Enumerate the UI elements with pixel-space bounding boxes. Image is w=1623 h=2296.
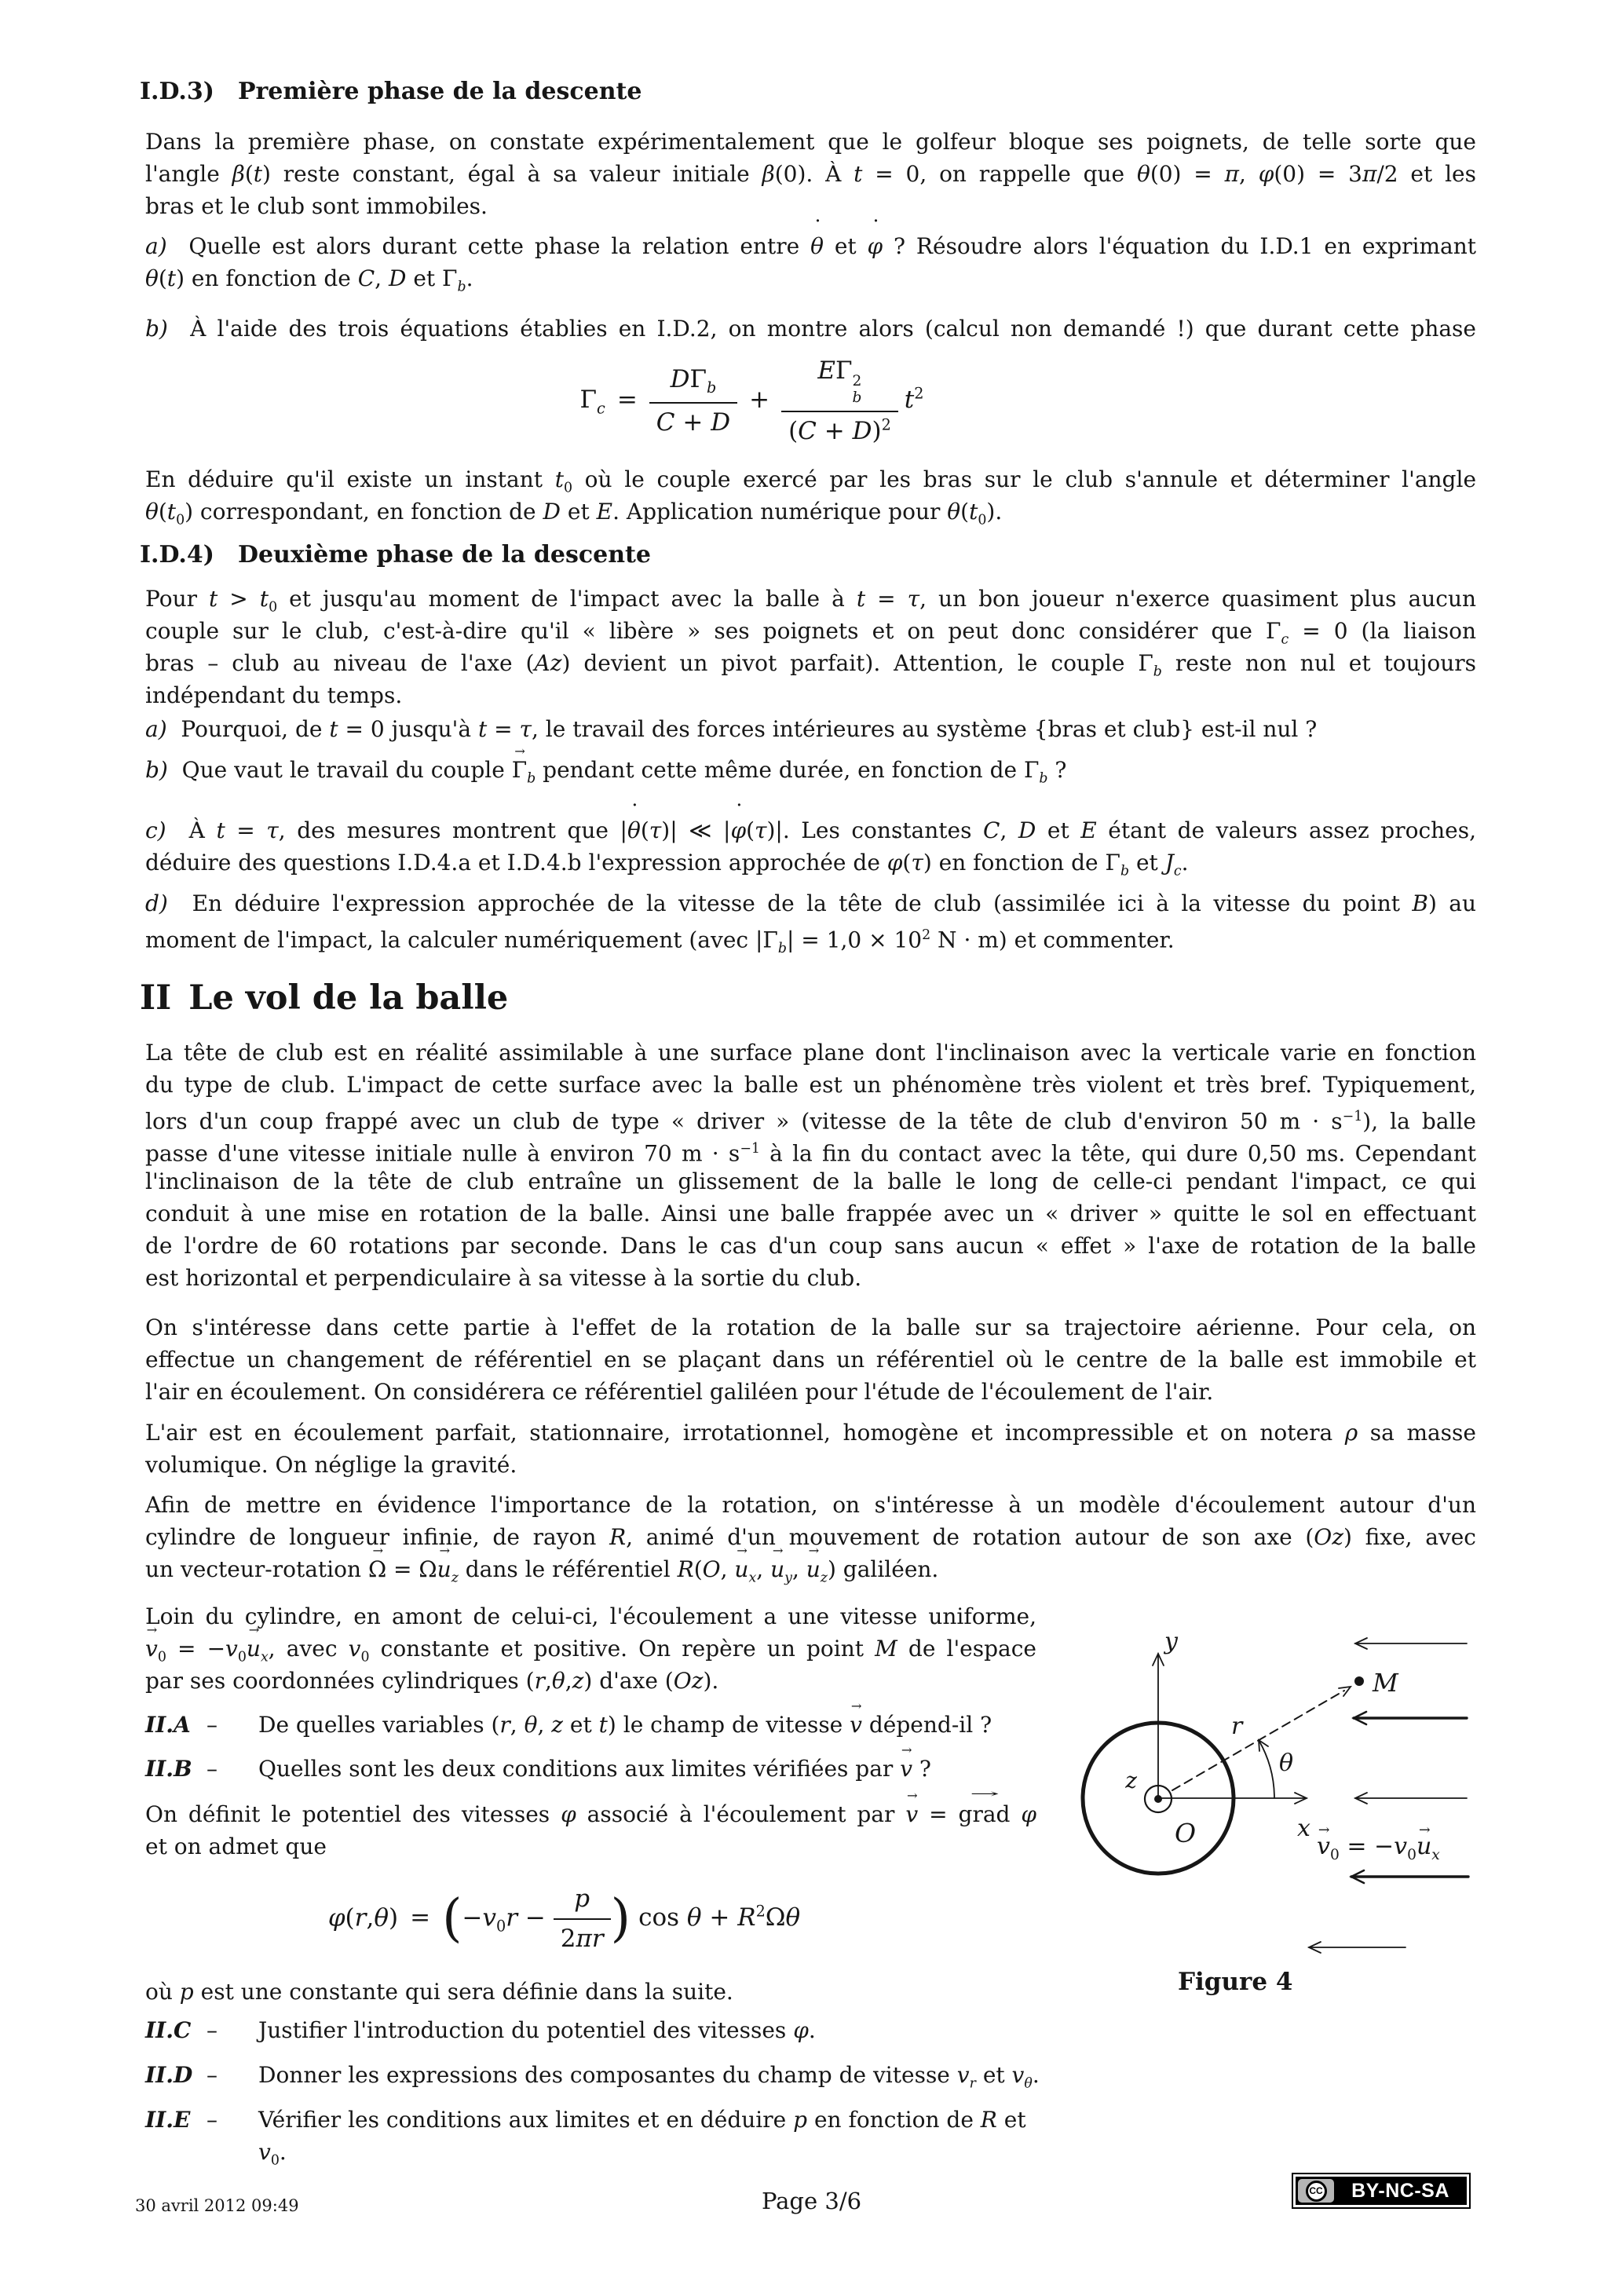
paragraph-potentiel: On définit le potentiel des vitesses φ associé à l'écoulement par v → = grad → φ et on admet que bbox=[145, 1798, 1036, 1863]
part-heading-ii bbox=[140, 980, 508, 1017]
radius-label: r bbox=[1231, 1713, 1243, 1740]
paragraph-ou-p: où p est une constante qui sera définie dans la suite. bbox=[145, 1979, 733, 2005]
question-iid bbox=[145, 2059, 1056, 2100]
z-axis-label: z bbox=[1125, 1768, 1137, 1793]
equation-gamma-c bbox=[145, 355, 1476, 447]
question-iia bbox=[145, 1709, 1056, 1741]
y-axis-label: y bbox=[1164, 1628, 1178, 1655]
theta-arc bbox=[1259, 1740, 1274, 1798]
figure-4-diagram bbox=[1064, 1618, 1472, 1971]
section-heading-id4 bbox=[140, 542, 651, 569]
section-number: I.D.4) bbox=[140, 541, 214, 569]
item-c-phase2: c) À t = τ, des mesures montrent que |θ ˙(τ)| ≪ |φ ˙(τ)|. Les constantes C, D et E étant de valeurs assez proches, déduire des questions I.D.4.a et I.D.4.b l'expression approchée de φ ˙(τ) en fonction de $\Gamma_b$ et $J_c$. bbox=[145, 814, 1476, 879]
question-label: II.A bbox=[145, 1712, 191, 1738]
equation-potentiel bbox=[145, 1883, 1036, 1955]
part-number: II bbox=[140, 978, 172, 1018]
question-dash: – bbox=[207, 1712, 217, 1738]
question-text: De quelles variables (r, θ, z et t) le champ de vitesse v → dépend-il ? bbox=[258, 1709, 1056, 1741]
radius-arrowhead bbox=[1339, 1687, 1351, 1696]
x-axis-label: x bbox=[1297, 1815, 1310, 1842]
question-label: II.B bbox=[145, 1756, 192, 1782]
section-title: Deuxième phase de la descente bbox=[237, 541, 651, 569]
question-dash: – bbox=[207, 2107, 217, 2133]
cc-license-badge-inner bbox=[1296, 2177, 1467, 2205]
theta-label: θ bbox=[1279, 1749, 1294, 1777]
equation-potentiel-content: $\varphi(r,\theta) = (-v_0r$ − $\frac{p}{2\pi r}$ ) $\cos \theta + R^2\Omega\theta$ bbox=[328, 1883, 800, 1955]
question-iic bbox=[145, 2014, 1056, 2046]
flow-velocity-label: $v \to_0 = -v_0u \to_x$ bbox=[1317, 1833, 1440, 1863]
question-iie bbox=[145, 2104, 1056, 2177]
paragraph-air: L'air est en écoulement parfait, stationnaire, irrotationnel, homogène et incompressible et on notera ρ sa masse volumique. On néglige la gravité. bbox=[145, 1420, 1476, 1478]
item-d-phase2: d) En déduire l'expression approchée de la vitesse de la tête de club (assimilée ici à la vitesse du point B) au moment de l'impact, la calculer numériquement (avec $|\Gamma_b| = 1,0 \times 10^2$ N · m) et commenter. bbox=[145, 890, 1476, 956]
question-dash: – bbox=[207, 2062, 217, 2088]
item-a-phase1: a) Quelle est alors durant cette phase la relation entre θ ˙ et φ ˙ ? Résoudre alors l'équation du I.D.1 en exprimant θ(t) en fonction de C, D et $\Gamma_b$. bbox=[145, 230, 1476, 294]
question-text: Justifier l'introduction du potentiel des vitesses φ. bbox=[258, 2017, 816, 2043]
z-axis-dot bbox=[1154, 1795, 1162, 1803]
item-a-phase2: a) Pourquoi, de t = 0 jusqu'à t = τ, le travail des forces intérieures au système {bras et club} est-il nul ? bbox=[145, 716, 1318, 742]
footer-page-number: Page 3/6 bbox=[761, 2188, 862, 2214]
origin-label: O bbox=[1175, 1818, 1197, 1848]
cc-logo-icon: CC bbox=[1306, 2181, 1327, 2202]
paragraph-intro-phase1: Dans la première phase, on constate expérimentalement que le golfeur bloque ses poignets, de telle sorte que l'angle β(t) reste constant, égal à sa valeur initiale β(0). À t = 0, on rappelle que θ(0) = π, φ(0) = 3π/2 et les bras et le club sont immobiles. bbox=[145, 129, 1476, 219]
footer-datetime: 30 avril 2012 09:49 bbox=[135, 2196, 299, 2215]
question-iib bbox=[145, 1753, 1056, 1785]
cc-logo-tile bbox=[1298, 2179, 1334, 2203]
part-title: Le vol de la balle bbox=[188, 978, 509, 1018]
question-label: II.D bbox=[145, 2062, 193, 2088]
question-label: II.C bbox=[145, 2017, 192, 2043]
question-text: Donner les expressions des composantes du champ de vitesse $v_r$ et $v_\theta$. bbox=[258, 2062, 1040, 2092]
item-b-phase1: b) À l'aide des trois équations établies en I.D.2, on montre alors (calcul non demandé !) que durant cette phase bbox=[145, 316, 1476, 342]
section-title: Première phase de la descente bbox=[237, 78, 642, 105]
item-b-phase2: b) Que vaut le travail du couple $\Gamma \to_b$ pendant cette même durée, en fonction de $\Gamma_b$ ? bbox=[145, 754, 1476, 786]
point-m-label: M bbox=[1373, 1668, 1398, 1698]
section-heading-id3 bbox=[140, 79, 642, 106]
cc-license-terms: BY-NC-SA bbox=[1351, 2179, 1449, 2202]
paragraph-instant-t0: En déduire qu'il existe un instant $t_0$ où le couple exercé par les bras sur le club s'annule et déterminer l'angle $\theta(t_0)$ correspondant, en fonction de D et E. Application numérique pour $\theta(t_0)$. bbox=[145, 466, 1477, 528]
figure-caption: Figure 4 bbox=[1178, 1968, 1293, 1996]
paragraph-club-head: La tête de club est en réalité assimilable à une surface plane dont l'inclinaison avec la verticale varie en fonction du type de club. L'impact de cette surface avec la balle est un phénomène très violent et très bref. Typiquement, lors d'un coup frappé avec un club de type « driver » (vitesse de la tête de club d'environ 50 $m \cdot s^{-1}$), la balle passe d'une vitesse initiale nulle à environ 70 $m \cdot s^{-1}$ à la fin du contact avec la tête, qui dure 0,50 ms. Cependant l'inclinaison de la tête de club entraîne un glissement de la balle le long de celle-ci pendant l'impact, ce qui conduit à une mise en rotation de la balle. Ainsi une balle frappée avec un « driver » quitte le sol en effectuant de l'ordre de 60 rotations par seconde. Dans le cas d'un coup sans aucun « effet » l'axe de rotation de la balle est horizontal et perpendiculaire à sa vitesse à la sortie du club. bbox=[145, 1040, 1477, 1291]
question-text: Vérifier les conditions aux limites et en déduire p en fonction de R et $v_0$. bbox=[258, 2107, 1026, 2169]
cc-license-badge bbox=[1292, 2173, 1471, 2209]
paragraph-referentiel: On s'intéresse dans cette partie à l'effet de la rotation de la balle sur sa trajectoire aérienne. Pour cela, on effectue un changement de référentiel en se plaçant dans un référentiel où le centre de la balle est immobile et l'air en écoulement. On considérera ce référentiel galiléen pour l'étude de l'écoulement de l'air. bbox=[145, 1314, 1476, 1405]
point-m-dot bbox=[1354, 1676, 1364, 1686]
paragraph-modele-cylindre: Afin de mettre en évidence l'importance de la rotation, on s'intéresse à un modèle d'écoulement autour d'un cylindre de longueur infinie, de rayon R, animé d'un mouvement de rotation autour de son axe (Oz) fixe, avec un vecteur-rotation Ω → = $\Omega u \to_z$ dans le référentiel R(O, $u \to_x$, $u \to_y$, $u \to_z$) galiléen. bbox=[145, 1489, 1476, 1585]
question-dash: – bbox=[207, 1756, 217, 1782]
paragraph-phase2: Pour $t > t_0$ et jusqu'au moment de l'impact avec la balle à t = τ, un bon joueur n'exerce quasiment plus aucun couple sur le club, c'est-à-dire qu'il « libère » ses poignets et on peut donc considérer que $\Gamma_c = 0$ (la liaison bras – club au niveau de l'axe (Az) devient un pivot parfait). Attention, le couple $\Gamma_b$ reste non nul et toujours indépendant du temps. bbox=[145, 586, 1477, 708]
question-label: II.E bbox=[145, 2107, 191, 2133]
question-text: Quelles sont les deux conditions aux limites vérifiées par v → ? bbox=[258, 1753, 1056, 1785]
paragraph-loin-cylindre: Loin du cylindre, en amont de celui-ci, l'écoulement a une vitesse uniforme, $v \to_0 = -v_0u \to_x$, avec $v_0$ constante et positive. On repère un point M de l'espace par ses coordonnées cylindriques (r,θ,z) d'axe (Oz). bbox=[145, 1600, 1036, 1697]
equation-gamma-c-content: $\Gamma_c$ = $\frac{D\Gamma_b}{C + D}$ + EΓ 2 b $(C + D)^2$ $t^2$ bbox=[580, 355, 924, 447]
question-dash: – bbox=[207, 2017, 217, 2043]
section-number: I.D.3) bbox=[140, 78, 214, 105]
